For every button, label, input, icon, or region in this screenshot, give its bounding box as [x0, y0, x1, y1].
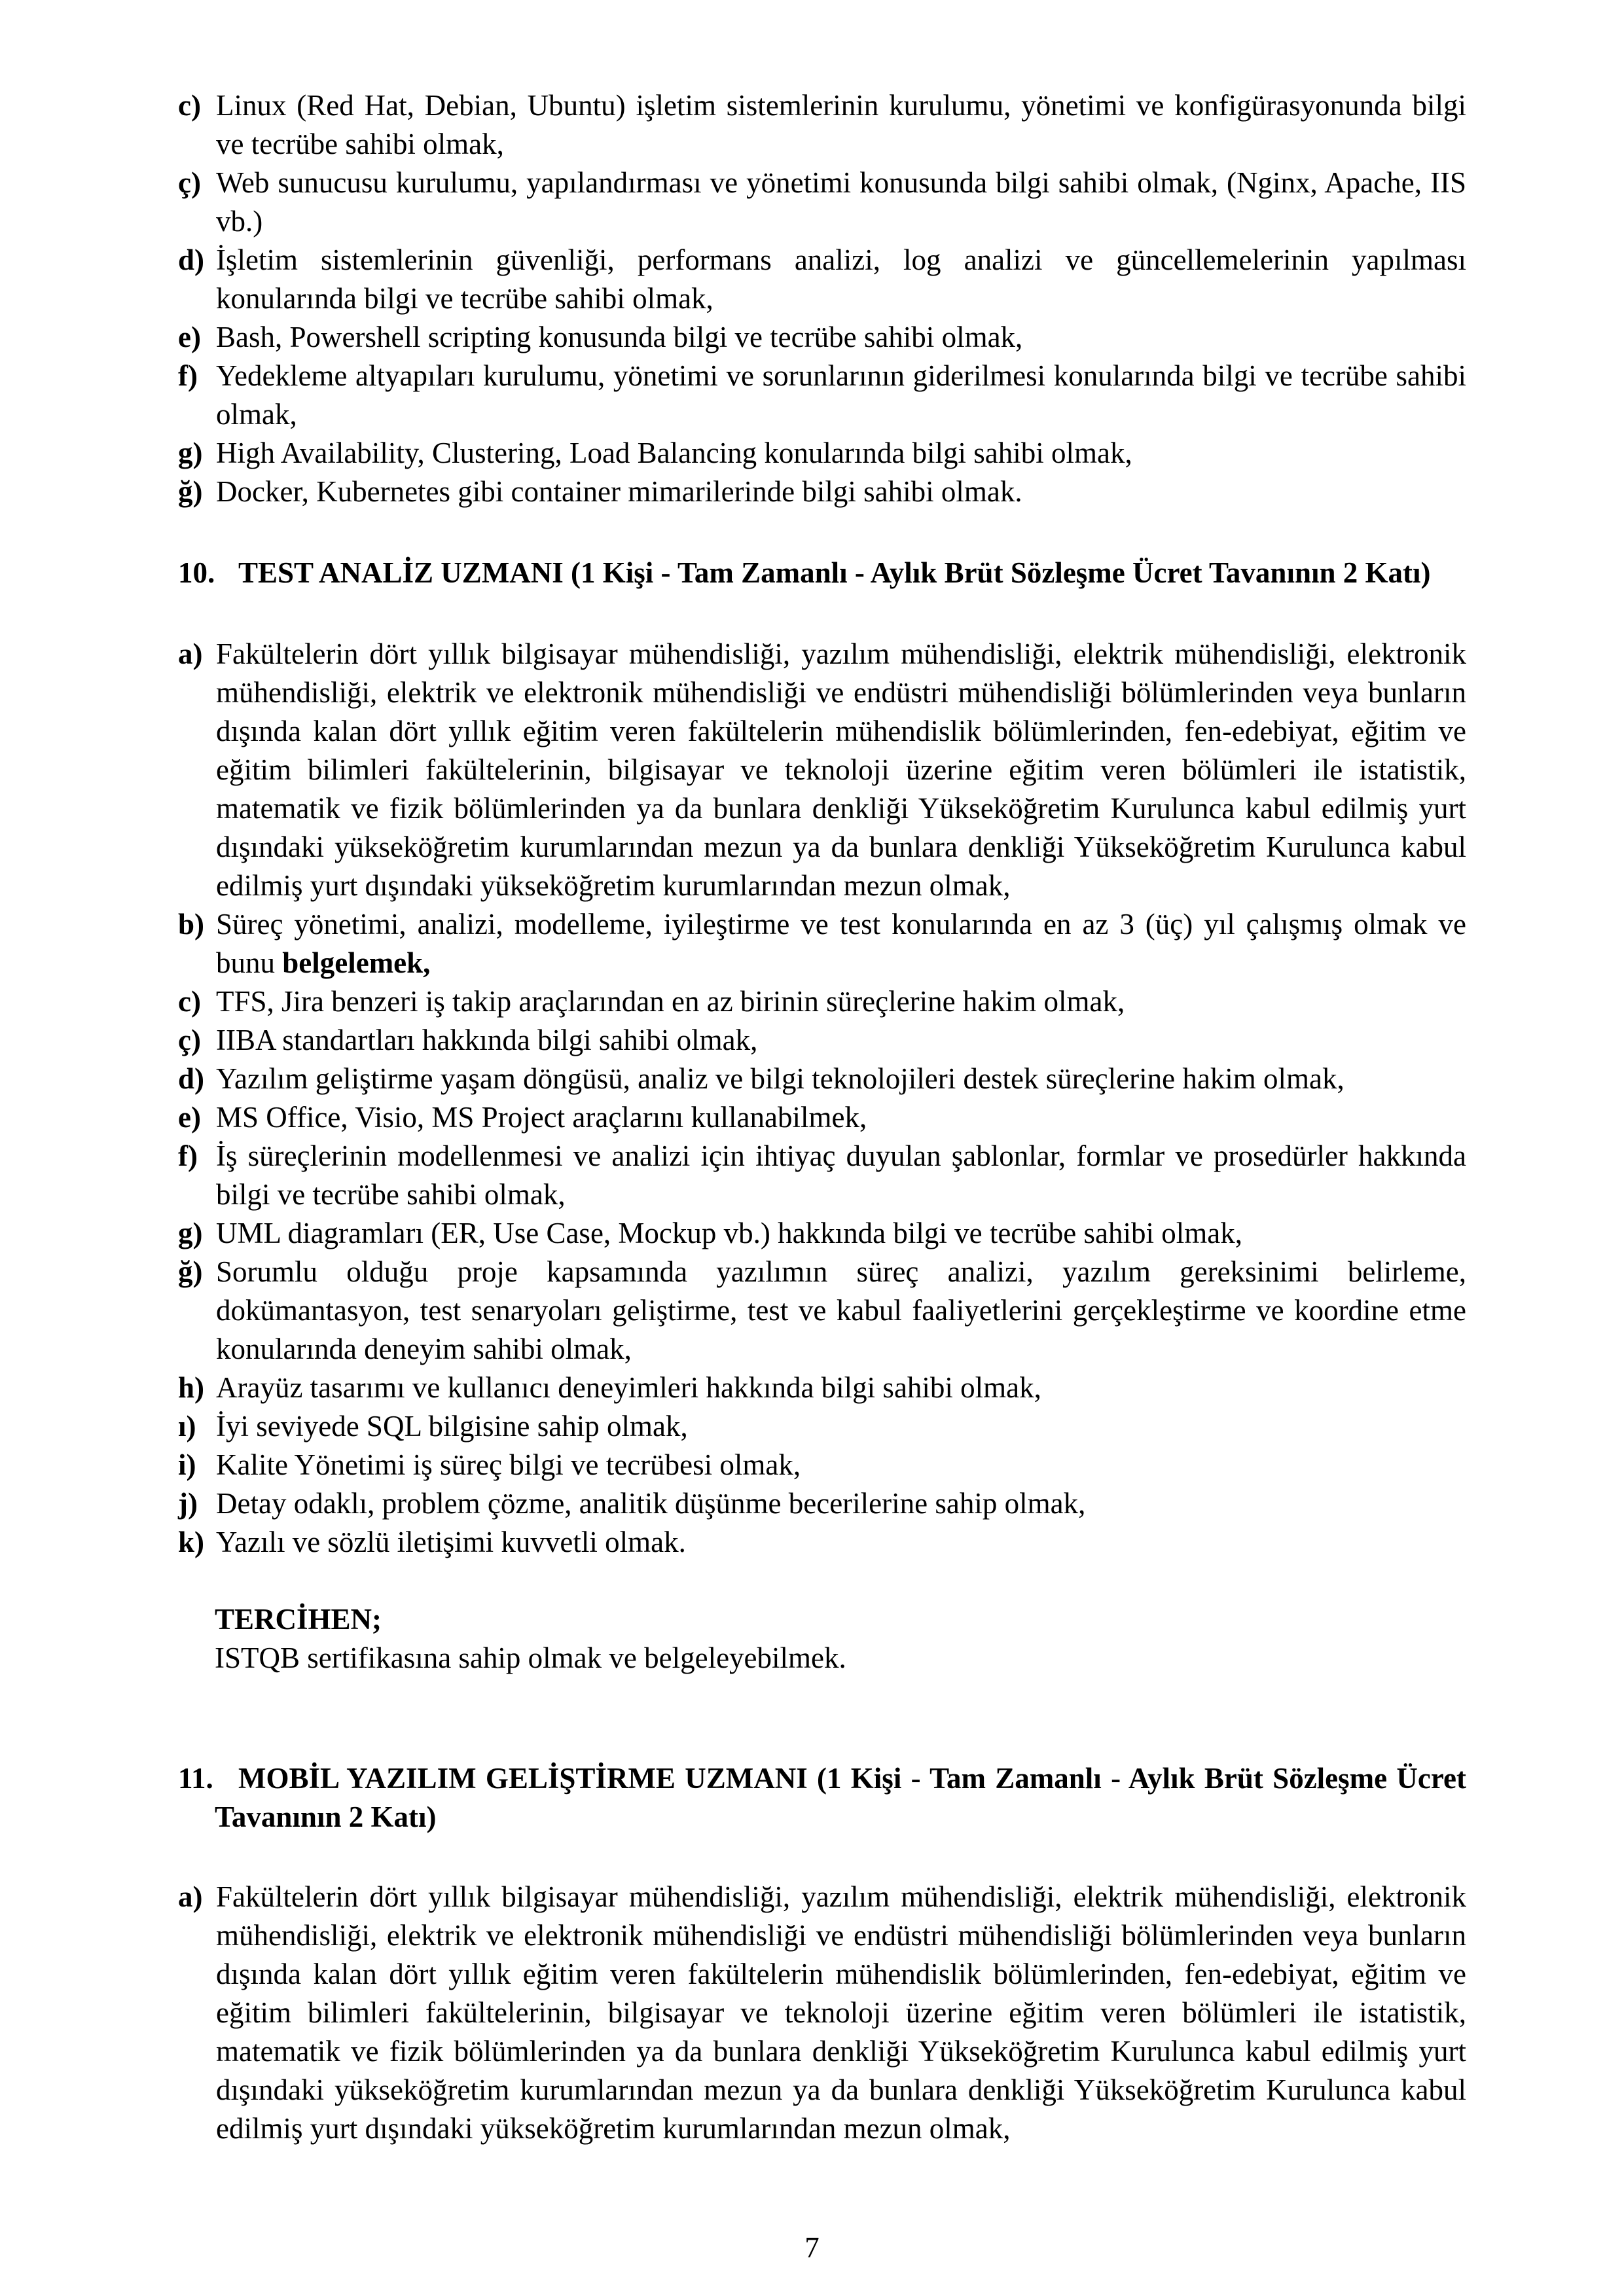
list-item	[178, 1098, 1466, 1137]
item-text: İş süreçlerinin modellenmesi ve analizi için ihtiyaç duyulan şablonlar, formlar ve prosedürler hakkında bilgi ve tecrübe sahibi olmak,	[216, 1139, 1466, 1211]
item-text: Linux (Red Hat, Debian, Ubuntu) işletim sistemlerinin kurulumu, yönetimi ve konfigürasyonunda bilgi ve tecrübe sahibi olmak,	[216, 89, 1466, 160]
system-admin-requirements-list	[178, 86, 1466, 511]
item-label: h)	[178, 1371, 205, 1404]
item-text: Fakültelerin dört yıllık bilgisayar mühendisliği, yazılım mühendisliği, elektrik mühendisliği, elektronik mühendisliği, elektrik ve elektronik mühendisliği ve endüstri mühendisliği bölümlerinden veya bunların dışında kalan dört yıllık eğitim veren fakültelerin mühendislik bölümlerinden, fen-edebiyat, eğitim ve eğitim bilimleri fakültelerinin, bilgisayar ve teknoloji üzerine eğitim veren bölümleri ile istatistik, matematik ve fizik bölümlerinden ya da bunlara denkliği Yükseköğretim Kurulunca kabul edilmiş yurt dışındaki yükseköğretim kurumlarından mezun ya da bunlara denkliği Yükseköğretim Kurulunca kabul edilmiş yurt dışındaki yükseköğretim kurumlarından mezun olmak,	[216, 1880, 1466, 2145]
section-11-number: 11.	[178, 1762, 213, 1795]
list-item	[178, 1484, 1466, 1523]
item-label: j)	[178, 1487, 198, 1520]
item-text: Süreç yönetimi, analizi, modelleme, iyileştirme ve test konularında en az 3 (üç) yıl çalışmış olmak ve bunu belgelemek,	[216, 908, 1466, 979]
item-text: IIBA standartları hakkında bilgi sahibi olmak,	[216, 1024, 758, 1056]
item-text: Yazılım geliştirme yaşam döngüsü, analiz ve bilgi teknolojileri destek süreçlerine hakim olmak,	[216, 1062, 1344, 1095]
item-text: UML diagramları (ER, Use Case, Mockup vb.) hakkında bilgi ve tecrübe sahibi olmak,	[216, 1217, 1242, 1249]
item-label: a)	[178, 1880, 203, 1913]
preferred-label: TERCİHEN;	[215, 1603, 382, 1636]
item-text: Bash, Powershell scripting konusunda bilgi ve tecrübe sahibi olmak,	[216, 321, 1023, 353]
item-text: Sorumlu olduğu proje kapsamında yazılımın süreç analizi, yazılım gereksinimi belirleme, dokümantasyon, test senaryoları geliştirme, test ve kabul faaliyetlerini gerçekleştirme ve koordine etme konularında deneyim sahibi olmak,	[216, 1255, 1466, 1365]
section-10-number: 10.	[178, 556, 215, 589]
list-item	[178, 1137, 1466, 1214]
item-label: e)	[178, 321, 201, 353]
item-text: İşletim sistemlerinin güvenliği, performans analizi, log analizi ve güncellemelerinin yapılması konularında bilgi ve tecrübe sahibi olmak,	[216, 243, 1466, 315]
item-text: High Availability, Clustering, Load Balancing konularında bilgi sahibi olmak,	[216, 437, 1132, 469]
list-item	[178, 357, 1466, 434]
list-item	[178, 1523, 1466, 1562]
item-label: ç)	[178, 166, 201, 199]
preferred-qualifications-block	[215, 1600, 1466, 1677]
item-label: g)	[178, 1217, 203, 1249]
item-text: Fakültelerin dört yıllık bilgisayar mühendisliği, yazılım mühendisliği, elektrik mühendisliği, elektronik mühendisliği, elektrik ve elektronik mühendisliği ve endüstri mühendisliği bölümlerinden veya bunların dışında kalan dört yıllık eğitim veren fakültelerin mühendislik bölümlerinden, fen-edebiyat, eğitim ve eğitim bilimleri fakültelerinin, bilgisayar ve teknoloji üzerine eğitim veren bölümleri ile istatistik, matematik ve fizik bölümlerinden ya da bunlara denkliği Yükseköğretim Kurulunca kabul edilmiş yurt dışındaki yükseköğretim kurumlarından mezun ya da bunlara denkliği Yükseköğretim Kurulunca kabul edilmiş yurt dışındaki yükseköğretim kurumlarından mezun olmak,	[216, 637, 1466, 902]
mobile-developer-requirements-list	[178, 1878, 1466, 2148]
item-text: Web sunucusu kurulumu, yapılandırması ve yönetimi konusunda bilgi sahibi olmak, (Nginx, Apache, IIS vb.)	[216, 166, 1466, 238]
item-label: c)	[178, 985, 201, 1018]
item-label: c)	[178, 89, 201, 122]
item-label: f)	[178, 359, 198, 392]
section-10-title: TEST ANALİZ UZMANI (1 Kişi - Tam Zamanlı - Aylık Brüt Sözleşme Ücret Tavanının 2 Katı)	[238, 556, 1431, 589]
item-label: e)	[178, 1101, 201, 1134]
page-number: 7	[804, 2231, 820, 2264]
list-item	[178, 164, 1466, 241]
item-text: Docker, Kubernetes gibi container mimarilerinde bilgi sahibi olmak.	[216, 475, 1022, 508]
item-text: İyi seviyede SQL bilgisine sahip olmak,	[216, 1410, 688, 1443]
list-item	[178, 905, 1466, 982]
item-label: a)	[178, 637, 203, 670]
list-item	[178, 1407, 1466, 1446]
item-text: MS Office, Visio, MS Project araçlarını kullanabilmek,	[216, 1101, 867, 1134]
item-label: ğ)	[178, 475, 203, 508]
list-item	[178, 982, 1466, 1021]
item-label: i)	[178, 1448, 196, 1481]
list-item	[178, 86, 1466, 164]
item-text: Yedekleme altyapıları kurulumu, yönetimi ve sorunlarının giderilmesi konularında bilgi ve tecrübe sahibi olmak,	[216, 359, 1466, 431]
item-label: f)	[178, 1139, 198, 1172]
list-item	[178, 1878, 1466, 2148]
item-text: Arayüz tasarımı ve kullanıcı deneyimleri hakkında bilgi sahibi olmak,	[216, 1371, 1041, 1404]
list-item	[178, 318, 1466, 357]
item-label: g)	[178, 437, 203, 469]
list-item	[178, 473, 1466, 511]
list-item	[178, 635, 1466, 905]
list-item	[178, 1060, 1466, 1098]
preferred-text: ISTQB sertifikasına sahip olmak ve belgeleyebilmek.	[215, 1641, 846, 1674]
item-text: Detay odaklı, problem çözme, analitik düşünme becerilerine sahip olmak,	[216, 1487, 1086, 1520]
item-label: d)	[178, 1062, 205, 1095]
list-item	[178, 434, 1466, 473]
list-item	[178, 1253, 1466, 1369]
test-analyst-requirements-list	[178, 635, 1466, 1562]
section-10-heading	[178, 554, 1466, 592]
item-text: Yazılı ve sözlü iletişimi kuvvetli olmak.	[216, 1526, 686, 1558]
item-label: ç)	[178, 1024, 201, 1056]
section-11-heading	[178, 1759, 1466, 1837]
list-item	[178, 1214, 1466, 1253]
item-label: b)	[178, 908, 205, 941]
list-item	[178, 241, 1466, 318]
list-item	[178, 1446, 1466, 1484]
item-label: k)	[178, 1526, 205, 1558]
item-text: TFS, Jira benzeri iş takip araçlarından en az birinin süreçlerine hakim olmak,	[216, 985, 1125, 1018]
item-label: ğ)	[178, 1255, 203, 1288]
item-text: Kalite Yönetimi iş süreç bilgi ve tecrübesi olmak,	[216, 1448, 801, 1481]
document-content	[178, 86, 1466, 2148]
item-label: ı)	[178, 1410, 196, 1443]
section-11-title: MOBİL YAZILIM GELİŞTİRME UZMANI (1 Kişi - Tam Zamanlı - Aylık Brüt Sözleşme Ücret Tavanının 2 Katı)	[215, 1762, 1466, 1833]
list-item	[178, 1021, 1466, 1060]
list-item	[178, 1369, 1466, 1407]
item-label: d)	[178, 243, 205, 276]
